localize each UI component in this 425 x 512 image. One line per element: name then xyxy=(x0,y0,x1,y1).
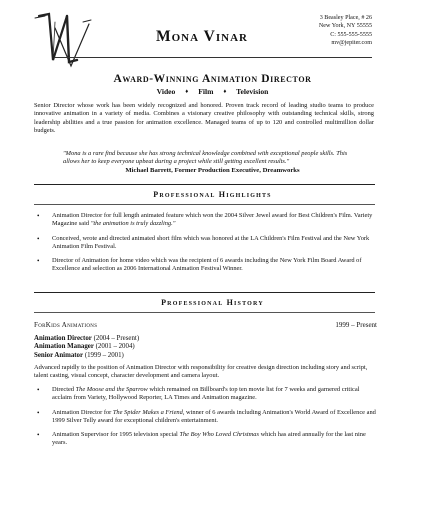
list-item xyxy=(34,409,380,426)
highlight-text: Director of Animation for home video which was the recipient of 6 awards including the New York Film Board Award of Excellence and selection as 2006 International Animation Festival Winner. xyxy=(52,257,362,273)
history-list xyxy=(34,386,380,454)
testimonial-quote: "Mona is a rare find because she has strong technical knowledge combined with exceptional people skills. This allows her to keep everyone upbeat during a project while still getting excellent results." xyxy=(63,150,348,166)
history-section-title: Professional History xyxy=(161,298,264,307)
history-text: which has aired annually for the last nine years. xyxy=(52,431,366,447)
role-title: Animation Manager xyxy=(34,343,94,351)
bullet-icon: • xyxy=(37,212,40,220)
highlights-section-title: Professional Highlights xyxy=(153,190,272,199)
history-text: Animation Director for xyxy=(52,408,113,416)
role-line xyxy=(34,335,139,343)
list-item xyxy=(34,257,380,274)
monogram-logo xyxy=(33,8,93,70)
list-item xyxy=(34,235,380,252)
history-text: which remained on Billboard's top ten movie list for 7 weeks and garnered critical acclaim from Variety, Hollywood Reporter, LA Times and Animation magazine. xyxy=(52,386,360,402)
phone-line: C: 555-555-5555 xyxy=(330,31,372,38)
email-line: mv@jepiter.com xyxy=(331,40,372,47)
bullet-icon: • xyxy=(37,234,40,243)
specialty-video: Video xyxy=(156,87,176,96)
company-name: ForKids Animations xyxy=(34,321,98,329)
bullet-icon: • xyxy=(37,386,40,394)
diamond-separator-icon: ♦ xyxy=(185,89,189,95)
list-item xyxy=(34,212,380,229)
header-divider xyxy=(55,57,372,58)
city-line: New York, NY 55555 xyxy=(318,23,372,30)
role-years: (2001 – 2004) xyxy=(95,343,135,351)
history-text: Animation Supervisor for 1995 television special xyxy=(52,431,180,439)
history-emphasis: The Spider Makes a Friend xyxy=(112,408,183,416)
history-text: Directed xyxy=(52,386,76,393)
role-title: Animation Director xyxy=(34,335,92,342)
highlight-emphasis: "the animation is truly dazzling." xyxy=(90,220,176,228)
specialties-line xyxy=(0,87,425,96)
role-line xyxy=(34,343,139,351)
contact-block xyxy=(319,14,372,48)
role-summary: Advanced rapidly to the position of Animation Director with responsibility for creative design direction including story and script, talent casting, visual concept, character development and camera layout. xyxy=(34,364,368,380)
employment-dates: 1999 – Present xyxy=(335,321,377,329)
history-rule-bottom xyxy=(34,312,375,313)
address-line: 3 Beasley Place, # 26 xyxy=(319,15,372,21)
highlights-list xyxy=(34,212,380,280)
specialty-film: Film xyxy=(198,87,214,96)
role-line xyxy=(34,352,139,360)
highlights-rule-top xyxy=(34,184,375,185)
bullet-icon: • xyxy=(37,408,40,417)
bullet-icon: • xyxy=(37,257,40,266)
diamond-separator-icon: ♦ xyxy=(223,89,227,95)
highlight-text: Conceived, wrote and directed animated short film which was honored at the LA Children's Film Festival and the New York Animation Film Festival. xyxy=(52,234,370,250)
bullet-icon: • xyxy=(37,431,40,440)
applicant-name: Mona Vinar xyxy=(156,28,248,45)
history-emphasis: The Boy Who Loved Christmas xyxy=(179,431,259,439)
role-years: (1999 – 2001) xyxy=(84,351,124,359)
testimonial-attribution: Michael Barrett, Former Production Executive, Dreamworks xyxy=(125,167,300,174)
headline-title: Award-Winning Animation Director xyxy=(113,73,312,85)
role-title: Senior Animator xyxy=(34,351,84,359)
list-item xyxy=(34,386,380,403)
highlights-rule-bottom xyxy=(34,204,375,205)
role-list xyxy=(34,335,139,360)
history-text: , winner of 6 awards including Animation's World Award of Excellence and 1999 Silver Telly award for exceptional children's entertainment. xyxy=(52,408,376,424)
history-emphasis: The Moose and the Sparrow xyxy=(75,386,148,393)
highlight-text: Animation Director for full length animated feature which won the 2004 Silver Jewel award for Best Children's Film. Variety Magazine said xyxy=(52,212,373,228)
history-rule-top xyxy=(34,292,375,293)
role-years: (2004 – Present) xyxy=(93,335,140,342)
list-item xyxy=(34,431,380,448)
profile-summary: Senior Director whose work has been widely recognized and honored. Proven track record of leading studio teams to produce innovative animation in a variety of media. Combines a visionary creative philosophy with outstanding technical skills, strong leadership abilities and a true passion for animation excellence. Managed teams of up to 120 and controlled multimillion dollar budgets. xyxy=(34,102,374,134)
specialty-television: Television xyxy=(236,87,269,96)
